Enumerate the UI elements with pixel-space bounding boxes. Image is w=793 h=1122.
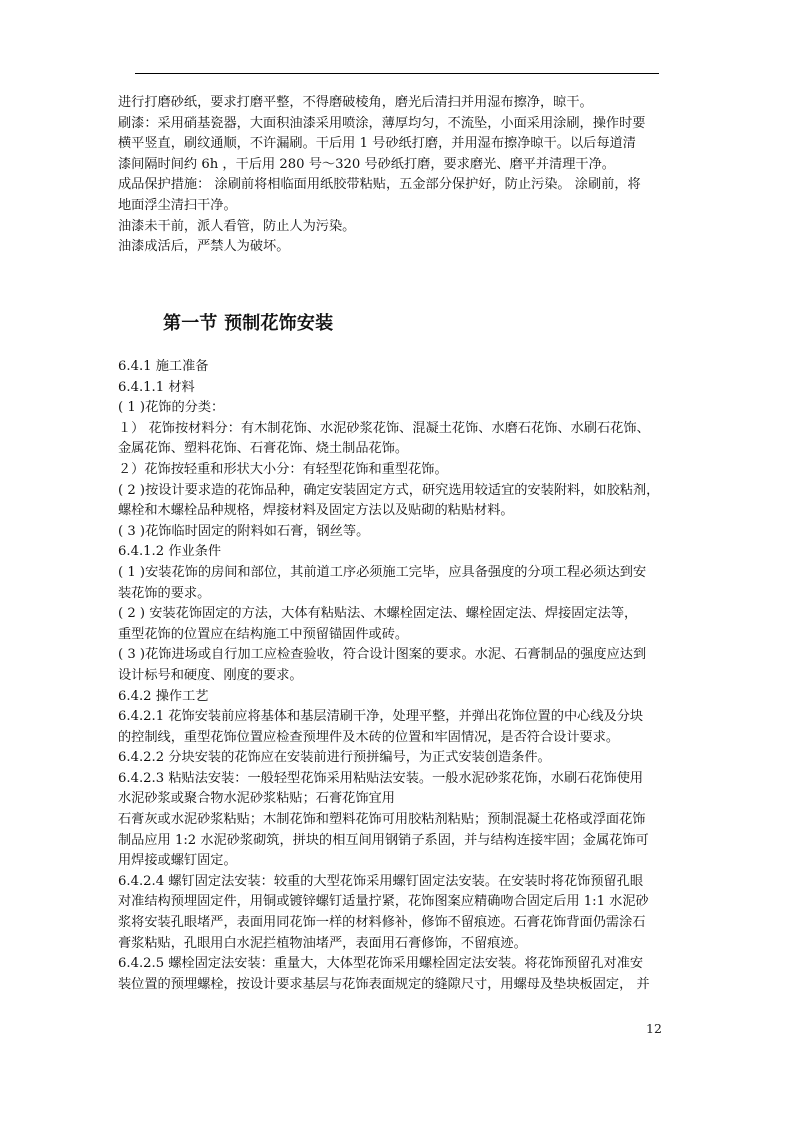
text-line: 用焊接或螺钉固定。 <box>118 853 237 869</box>
page-number: 12 <box>646 1021 662 1036</box>
text-line: 6.4.1.2 作业条件 <box>118 544 222 560</box>
section-body-text <box>118 357 678 995</box>
text-line: ( 3 )花饰进场或自行加工应检查验收，符合设计图案的要求。水泥、石膏制品的强度应达到 <box>118 647 647 663</box>
text-line: 成品保护措施： 涂刷前将相临面用纸胶带粘贴，五金部分保护好，防止污染。 涂刷前，将 <box>118 177 641 193</box>
text-line: 6.4.1 施工准备 <box>118 359 209 374</box>
text-line: 刷漆：采用硝基瓷器，大面积油漆采用喷涂，薄厚均匀，不流坠，小面采用涂刷，操作时要 <box>118 115 646 131</box>
text-line: 6.4.2.2 分块安装的花饰应在安装前进行预拼编号，为正式安装创造条件。 <box>118 750 551 766</box>
text-line: 漆间隔时间约 6h ，干后用 280 号～320 号砂纸打磨，要求磨光、磨平并清理干净。 <box>118 156 615 172</box>
header-rule <box>135 73 659 74</box>
text-line: 6.4.2.4 螺钉固定法安装：较重的大型花饰采用螺钉固定法安装。在安装时将花饰预留孔眼 <box>118 873 644 889</box>
text-line: 装花饰的要求。 <box>118 585 211 601</box>
text-line: 6.4.2.1 花饰安装前应将基体和基层清刷干净，处理平整，并弹出花饰位置的中心线及分块 <box>118 709 644 725</box>
text-line: 水泥砂浆或聚合物水泥砂浆粘贴；石膏花饰宜用 <box>118 791 395 807</box>
text-line: ( 3 )花饰临时固定的附料如石膏，钢丝等。 <box>118 523 370 539</box>
text-line: 横平竖直，刷纹通顺，不许漏刷。干后用 1 号砂纸打磨，并用湿布擦净晾干。以后每道清 <box>118 136 636 152</box>
text-line: 石膏灰或水泥砂浆粘贴；木制花饰和塑料花饰可用胶粘剂粘贴；预制混凝土花格或浮面花饰 <box>118 812 646 828</box>
section-heading: 第一节 预制花饰安装 <box>163 313 334 334</box>
text-line: 制品应用 1:2 水泥砂浆砌筑，拼块的相互间用钢销子系固，并与结构连接牢固；金属花饰可 <box>118 832 649 848</box>
paint-procedure-text <box>118 93 678 258</box>
text-line: 油漆成活后，严禁人为破坏。 <box>118 239 290 255</box>
text-line: 的控制线，重型花饰位置应检查预埋件及木砖的位置和牢固情况，是否符合设计要求。 <box>118 729 620 745</box>
text-line: ２）花饰按轻重和形状大小分：有轻型花饰和重型花饰。 <box>118 461 448 477</box>
text-line: １） 花饰按材料分：有木制花饰、水泥砂浆花饰、混凝土花饰、水磨石花饰、水刷石花饰、 <box>118 420 650 436</box>
text-line: 进行打磨砂纸，要求打磨平整，不得磨破棱角，磨光后清扫并用湿布擦净，晾干。 <box>118 95 593 110</box>
text-line: 金属花饰、塑料花饰、石膏花饰、烧土制品花饰。 <box>118 441 409 457</box>
text-line: 膏浆粘贴，孔眼用白水泥拦植物油堵严，表面用石膏修饰，不留痕迹。 <box>118 935 527 951</box>
text-line: 设计标号和硬度、刚度的要求。 <box>118 667 303 683</box>
text-line: 浆将安装孔眼堵严，表面用同花饰一样的材料修补，修饰不留痕迹。石膏花饰背面仍需涂石 <box>118 915 646 931</box>
text-line: ( 2 )按设计要求造的花饰品种，确定安装固定方式，研究选用较适宜的安装附料，如胶粘剂， <box>118 482 660 498</box>
text-line: 装位置的预埋螺栓，按设计要求基层与花饰表面规定的缝隙尺寸，用螺母及垫块板固定， 并 <box>118 976 650 992</box>
text-line: 6.4.2.3 粘贴法安装：一般轻型花饰采用粘贴法安装。一般水泥砂浆花饰，水刷石花饰使用 <box>118 770 644 786</box>
text-line: 6.4.2 操作工艺 <box>118 688 209 704</box>
text-line: 对准结构预埋固定件，用铜或镀锌螺钉适量拧紧，花饰图案应精确吻合固定后用 1:1 水泥砂 <box>118 894 649 910</box>
text-line: ( 1 )花饰的分类： <box>118 400 225 416</box>
text-line: 地面浮尘清扫干净。 <box>118 197 237 213</box>
text-line: ( 1 )安装花饰的房间和部位，其前道工序必须施工完毕，应具备强度的分项工程必须达到安 <box>118 564 647 580</box>
text-line: 重型花饰的位置应在结构施工中预留锚固件或砖。 <box>118 626 409 642</box>
text-line: ( 2 ) 安装花饰固定的方法，大体有粘贴法、木螺栓固定法、螺栓固定法、焊接固定法等， <box>118 606 638 622</box>
text-line: 6.4.1.1 材料 <box>118 379 195 395</box>
text-line: 6.4.2.5 螺栓固定法安装：重量大，大体型花饰采用螺栓固定法安装。将花饰预留孔对准安 <box>118 956 644 972</box>
text-line: 螺栓和木螺栓品种规格，焊接材料及固定方法以及贴砌的粘贴材料。 <box>118 503 514 519</box>
text-line: 油漆未干前，派人看管，防止人为污染。 <box>118 218 356 234</box>
